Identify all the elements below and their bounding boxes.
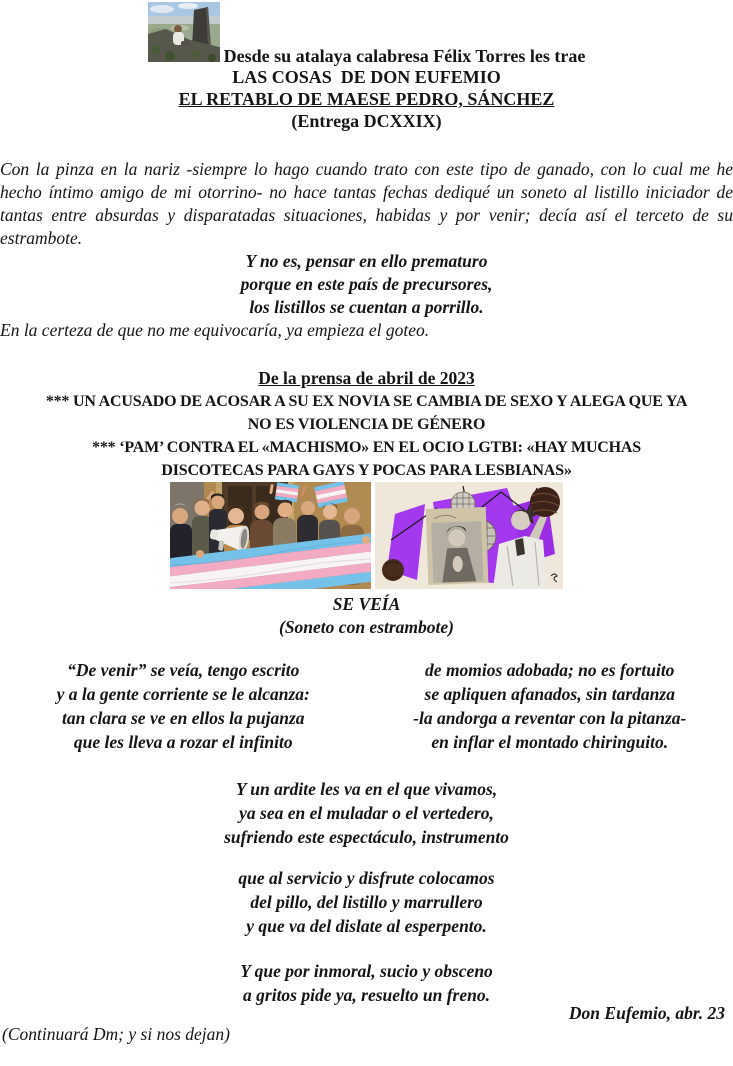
poem-title: SE VEÍA <box>332 594 401 614</box>
intro-tercet <box>0 250 733 319</box>
intro-closing: En la certeza de que no me equivocaría, ya empieza el goteo. <box>0 320 430 340</box>
headline-line: *** UN ACUSADO DE ACOSAR A SU EX NOVIA SE CAMBIA DE SEXO Y ALEGA QUE YA <box>45 393 688 410</box>
headline-1 <box>0 390 733 436</box>
quatrains <box>0 658 733 754</box>
verse-line: -la andorga a reventar con la pitanza- <box>413 708 687 728</box>
article-title: EL RETABLO DE MAESE PEDRO, SÁNCHEZ <box>178 89 555 109</box>
verse-line: a gritos pide ya, resuelto un freno. <box>243 985 490 1005</box>
framed-photo-woman <box>426 507 489 585</box>
atalaya-photo <box>148 2 220 62</box>
quatrain-right <box>367 658 733 754</box>
verse-line: porque en este país de precursores, <box>240 274 493 294</box>
verse-line: en inflar el montado chiringuito. <box>431 732 669 752</box>
header-line <box>0 2 733 66</box>
collage-photo <box>375 482 563 589</box>
trans-flag-rally-photo <box>170 482 371 589</box>
headline-line: NO ES VIOLENCIA DE GÉNERO <box>247 416 486 433</box>
verse-line: Y que por inmoral, sucio y obsceno <box>240 961 493 981</box>
tercet-2 <box>0 866 733 938</box>
verse-line: del pillo, del listillo y marrullero <box>250 892 483 912</box>
verse-line: se apliquen afanados, sin tardanza <box>424 684 675 704</box>
installment-number: (Entrega DCXXIX) <box>291 111 442 131</box>
verse-line: “De venir” se veía, tengo escrito <box>67 660 300 680</box>
verse-line: que les lleva a rozar el infinito <box>73 732 293 752</box>
verse-line: que al servicio y disfrute colocamos <box>238 868 495 888</box>
verse-line: tan clara se ve en ellos la pujanza <box>61 708 305 728</box>
footer-note: (Continuará Dm; y si nos dejan) <box>2 1024 230 1044</box>
press-section-title-text: De la prensa de abril de 2023 <box>258 368 475 388</box>
verse-line: y que va del dislate al esperpento. <box>246 916 487 936</box>
tercet-3 <box>0 959 733 1007</box>
press-section-title <box>0 367 733 390</box>
intro-paragraph: Con la pinza en la nariz -siempre lo hago cuando trato con este tipo de ganado, con lo cual me he hecho íntimo amigo de mi otorrino- no hace tantas fechas dediqué un soneto al listillo iniciador de tantas entre absurdas y disparatadas situaciones, habidas y por venir; decía así el terceto de su estrambote. <box>0 159 733 248</box>
series-title: LAS COSAS DE DON EUFEMIO <box>232 67 501 87</box>
verse-line: ya sea en el muladar o el vertedero, <box>239 803 494 823</box>
striped-circle <box>530 487 560 517</box>
verse-line: Y un ardite les va en el que vivamos, <box>235 779 498 799</box>
verse-line: los listillos se cuentan a porrillo. <box>249 297 484 317</box>
byline: Desde su atalaya calabresa Félix Torres les trae <box>223 46 586 66</box>
headline-line: DISCOTECAS PARA GAYS Y POCAS PARA LESBIANAS» <box>161 462 572 479</box>
verse-line: Y no es, pensar en ello prematuro <box>245 251 488 271</box>
tercet-1 <box>0 777 733 849</box>
headline-line: *** ‘PAM’ CONTRA EL «MACHISMO» EN EL OCIO LGTBI: «HAY MUCHAS <box>92 439 641 456</box>
poem-subtitle: (Soneto con estrambote) <box>279 617 454 637</box>
verse-line: sufriendo este espectáculo, instrumento <box>224 827 509 847</box>
photo-row <box>0 482 733 589</box>
quatrain-left <box>0 658 367 754</box>
headline-2 <box>0 436 733 482</box>
verse-line: y a la gente corriente se le alcanza: <box>56 684 310 704</box>
verse-line: de momios adobada; no es fortuito <box>425 660 675 680</box>
small-trans-flag <box>275 482 299 502</box>
signature: Don Eufemio, abr. 23 <box>568 1003 725 1023</box>
